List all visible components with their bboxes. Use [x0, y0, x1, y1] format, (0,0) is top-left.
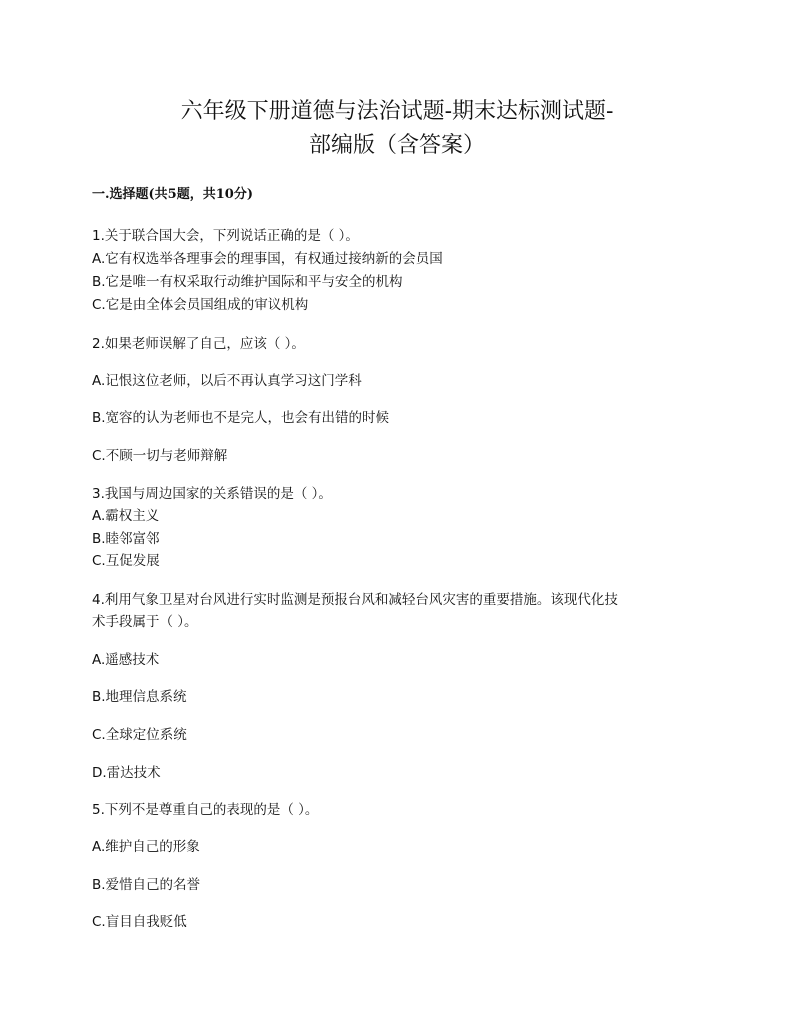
question-2-stem: 2.如果老师误解了自己，应该（ ）。 — [92, 336, 305, 352]
question-5-option-c: C.盲目自我贬低 — [92, 914, 187, 930]
question-4-stem-line-1: 4.利用气象卫星对台风进行实时监测是预报台风和减轻台风灾害的重要措施。该现代化技 — [92, 592, 618, 608]
question-1-option-c: C.它是由全体会员国组成的审议机构 — [92, 297, 309, 313]
question-1-option-b: B.它是唯一有权采取行动维护国际和平与安全的机构 — [92, 274, 403, 290]
question-3-option-c: C.互促发展 — [92, 553, 160, 569]
question-3-stem: 3.我国与周边国家的关系错误的是（ ）。 — [92, 486, 332, 502]
question-2-option-a: A.记恨这位老师，以后不再认真学习这门学科 — [92, 373, 362, 389]
question-5-option-a: A.维护自己的形象 — [92, 839, 200, 855]
question-5-stem: 5.下列不是尊重自己的表现的是（ ）。 — [92, 802, 319, 818]
document-title-line-2: 部编版（含答案） — [308, 133, 485, 158]
question-4-option-a: A.遥感技术 — [92, 652, 160, 668]
section-heading: 一.选择题(共5题，共10分) — [92, 187, 253, 202]
question-3-option-b: B.睦邻富邻 — [92, 531, 160, 547]
question-4-stem-line-2: 术手段属于（ ）。 — [92, 614, 198, 630]
question-1-stem: 1.关于联合国大会，下列说话正确的是（ ）。 — [92, 228, 359, 244]
question-3-option-a: A.霸权主义 — [92, 508, 160, 524]
question-2-option-c: C.不顾一切与老师辩解 — [92, 448, 228, 464]
question-5-option-b: B.爱惜自己的名誉 — [92, 877, 201, 893]
question-4-option-d: D.雷达技术 — [92, 765, 161, 781]
question-4-option-c: C.全球定位系统 — [92, 727, 187, 743]
question-4-option-b: B.地理信息系统 — [92, 689, 187, 705]
document-title-line-1: 六年级下册道德与法治试题-期末达标测试题- — [180, 99, 614, 124]
question-1-option-a: A.它有权选举各理事会的理事国，有权通过接纳新的会员国 — [92, 251, 443, 267]
question-2-option-b: B.宽容的认为老师也不是完人，也会有出错的时候 — [92, 410, 390, 426]
